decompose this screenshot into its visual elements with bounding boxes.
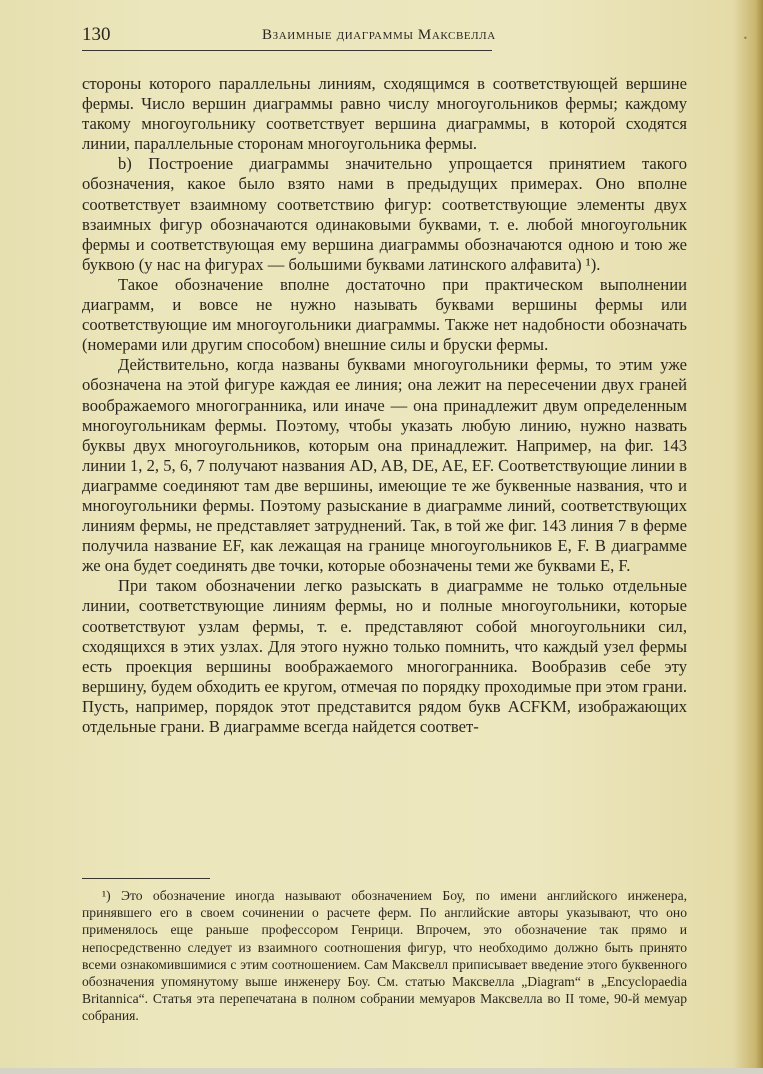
- scan-bottom-edge: [0, 1068, 763, 1074]
- paragraph-1: стороны которого параллельны линиям, сходящимся в соответствующей вершине фермы. Число вершин диаграммы равно числу многоугольников фермы; каждому такому многоугольнику соответствует вершина диаграммы, в которой сходятся линии, параллельные сторонам многоугольника фермы.: [82, 74, 687, 154]
- running-title: Взаимные диаграммы Максвелла: [262, 27, 496, 43]
- footnote-text: Это обозначение иногда называют обозначением Боу, по имени английского инженера, принявшего его в своем сочинении о расчете ферм. По английские авторы указывают, что оно применялось еще раньше профессором Генрици. Впрочем, это обозначение так прямо и непосредственно следует из взаимного соотношения фигур, что необходимо должно быть принято всеми ознакомившимися с этим соотношением. Сам Максвелл приписывает введение этого буквенного обозначения упомянутому выше инженеру Боу. См. статью Максвелла „Diagram“ в „Encyclopaedia Britannica“. Статья эта перепечатана в полном собрании мемуаров Максвелла во II томе, 90-й мемуар собрания.: [82, 888, 688, 1024]
- header-rule: [82, 50, 492, 51]
- body-text: [82, 74, 687, 737]
- paragraph-2: b) Построение диаграммы значительно упрощается принятием такого обозначения, какое было взято нами в предыдущих примерах. Оно вполне соответствует взаимному соответствию фигур: соответствующие элементы двух взаимных фигур обозначаются одинаковыми буквами, т. е. любой многоугольник фермы и соответствующая ему вершина диаграммы обозначаются одною и тою же буквою (у нас на фигурах — большими буквами латинского алфавита) ¹).: [82, 154, 687, 274]
- paragraph-4: Действительно, когда названы буквами многоугольники фермы, то этим уже обозначена на этой фигуре каждая ее линия; она лежит на пересечении двух граней воображаемого многогранника, или иначе — она принадлежит двум определенным многоугольникам фермы. Поэтому, чтобы указать любую линию, нужно назвать буквы двух многоугольников, которым она принадлежит. Например, на фиг. 143 линии 1, 2, 5, 6, 7 получают названия AD, AB, DE, AE, EF. Соответствующие линии в диаграмме соединяют там две вершины, имеющие те же буквенные названия, что и многоугольники фермы. Поэтому разыскание в диаграмме линий, соответствующих линиям фермы, не представляет затруднений. Так, в той же фиг. 143 линия 7 в ферме получила название EF, как лежащая на границе многоугольников E, F. В диаграмме же она будет соединять две точки, которые обозначены теми же буквами E, F.: [82, 355, 687, 576]
- page-number: 130: [82, 24, 111, 45]
- page-header: [82, 24, 692, 50]
- footnote-rule: [82, 878, 210, 879]
- footnote-marker: ¹): [102, 888, 111, 903]
- paragraph-5: При таком обозначении легко разыскать в диаграмме не только отдельные линии, соответствующие линиям фермы, но и полные многоугольники, которые соответствуют узлам фермы, т. е. представляют собой многоугольники сил, сходящихся в этих узлах. Для этого нужно только помнить, что каждый узел фермы есть проекция вершины воображаемого многогранника. Вообразив себе эту вершину, будем обходить ее кругом, отмечая по порядку проходимые при этом грани. Пусть, например, порядок этот представится рядом букв ACFKM, изображающих отдельные грани. В диаграмме всегда найдется соответ-: [82, 576, 687, 736]
- paragraph-3: Такое обозначение вполне достаточно при практическом выполнении диаграмм, и вовсе не нужно называть буквами вершины фермы или соответствующие им многоугольники диаграммы. Также нет надобности обозначать (номерами или другим способом) внешние силы и бруски фермы.: [82, 274, 687, 355]
- margin-mark: •: [743, 34, 748, 43]
- footnote: [82, 887, 687, 1025]
